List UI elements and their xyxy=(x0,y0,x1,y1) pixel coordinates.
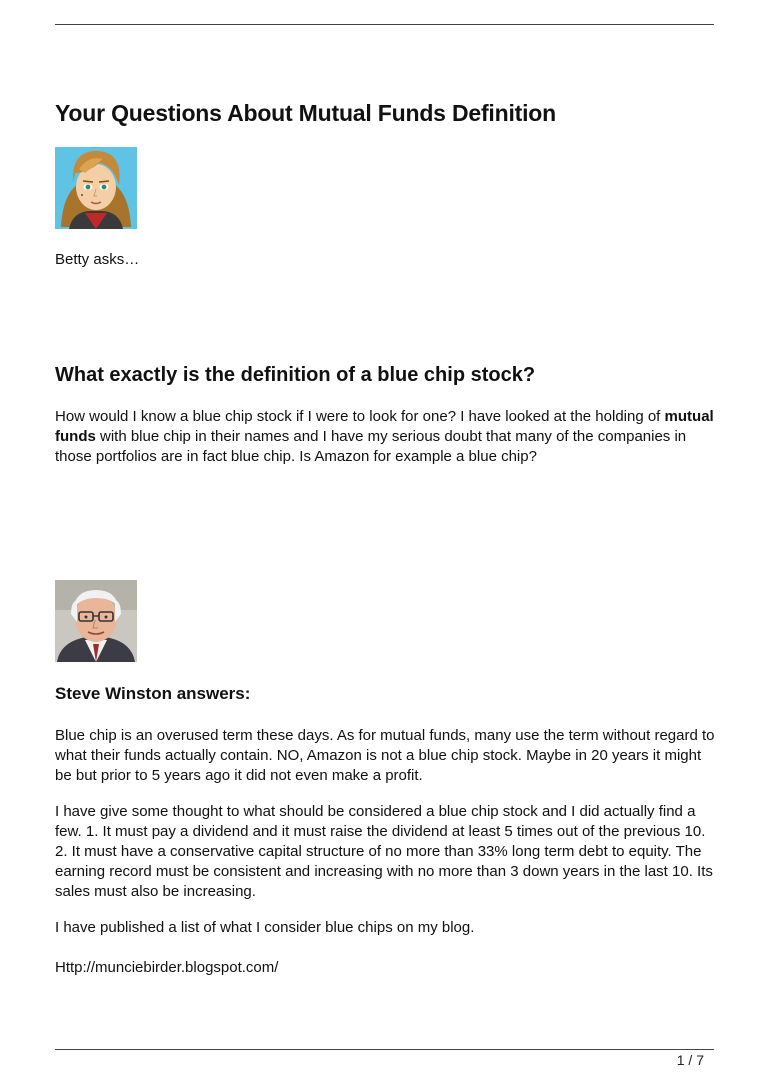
answer-paragraph: I have give some thought to what should be considered a blue chip stock and I did actually find a few. 1. It must pay a dividend and it must raise the dividend at least 5 times out of the previous 10. 2. It must have a conservative capital structure of no more than 33% long term debt to equity. The earning record must be consistent and increasing with no more than 3 down years in the last 10. Its sales must also be increasing. xyxy=(55,803,713,900)
question-title: What exactly is the definition of a blue chip stock? xyxy=(55,364,536,386)
question-bold-term: mutual funds xyxy=(55,408,714,445)
page-number: 1 / 7 xyxy=(676,1052,704,1068)
asker-line: Betty asks… xyxy=(55,251,140,268)
answer-paragraph: I have published a list of what I consider blue chips on my blog. xyxy=(55,919,475,936)
header-rule xyxy=(55,24,714,25)
answer-paragraph: Blue chip is an overused term these days. As for mutual funds, many use the term without regard to what their funds actually contain. NO, Amazon is not a blue chip stock. Maybe in 20 years it might be but prior to 5 years ago it did not even make a profit. xyxy=(55,727,715,784)
answerer-avatar xyxy=(55,580,137,662)
cartoon-avatar-icon xyxy=(55,147,137,229)
blog-link[interactable]: Http://munciebirder.blogspot.com/ xyxy=(55,959,279,976)
footer-rule xyxy=(55,1049,714,1050)
asker-avatar xyxy=(55,147,137,229)
question-text-after: with blue chip in their names and I have my serious doubt that many of the companies in those portfolios are in fact blue chip. Is Amazon for example a blue chip? xyxy=(55,428,687,465)
page-title: Your Questions About Mutual Funds Definition xyxy=(55,100,556,126)
question-body xyxy=(55,407,720,467)
question-text-before: How would I know a blue chip stock if I were to look for one? I have looked at the holding of xyxy=(55,408,665,425)
answer-heading: Steve Winston answers: xyxy=(55,684,251,703)
man-portrait-icon xyxy=(55,580,137,662)
